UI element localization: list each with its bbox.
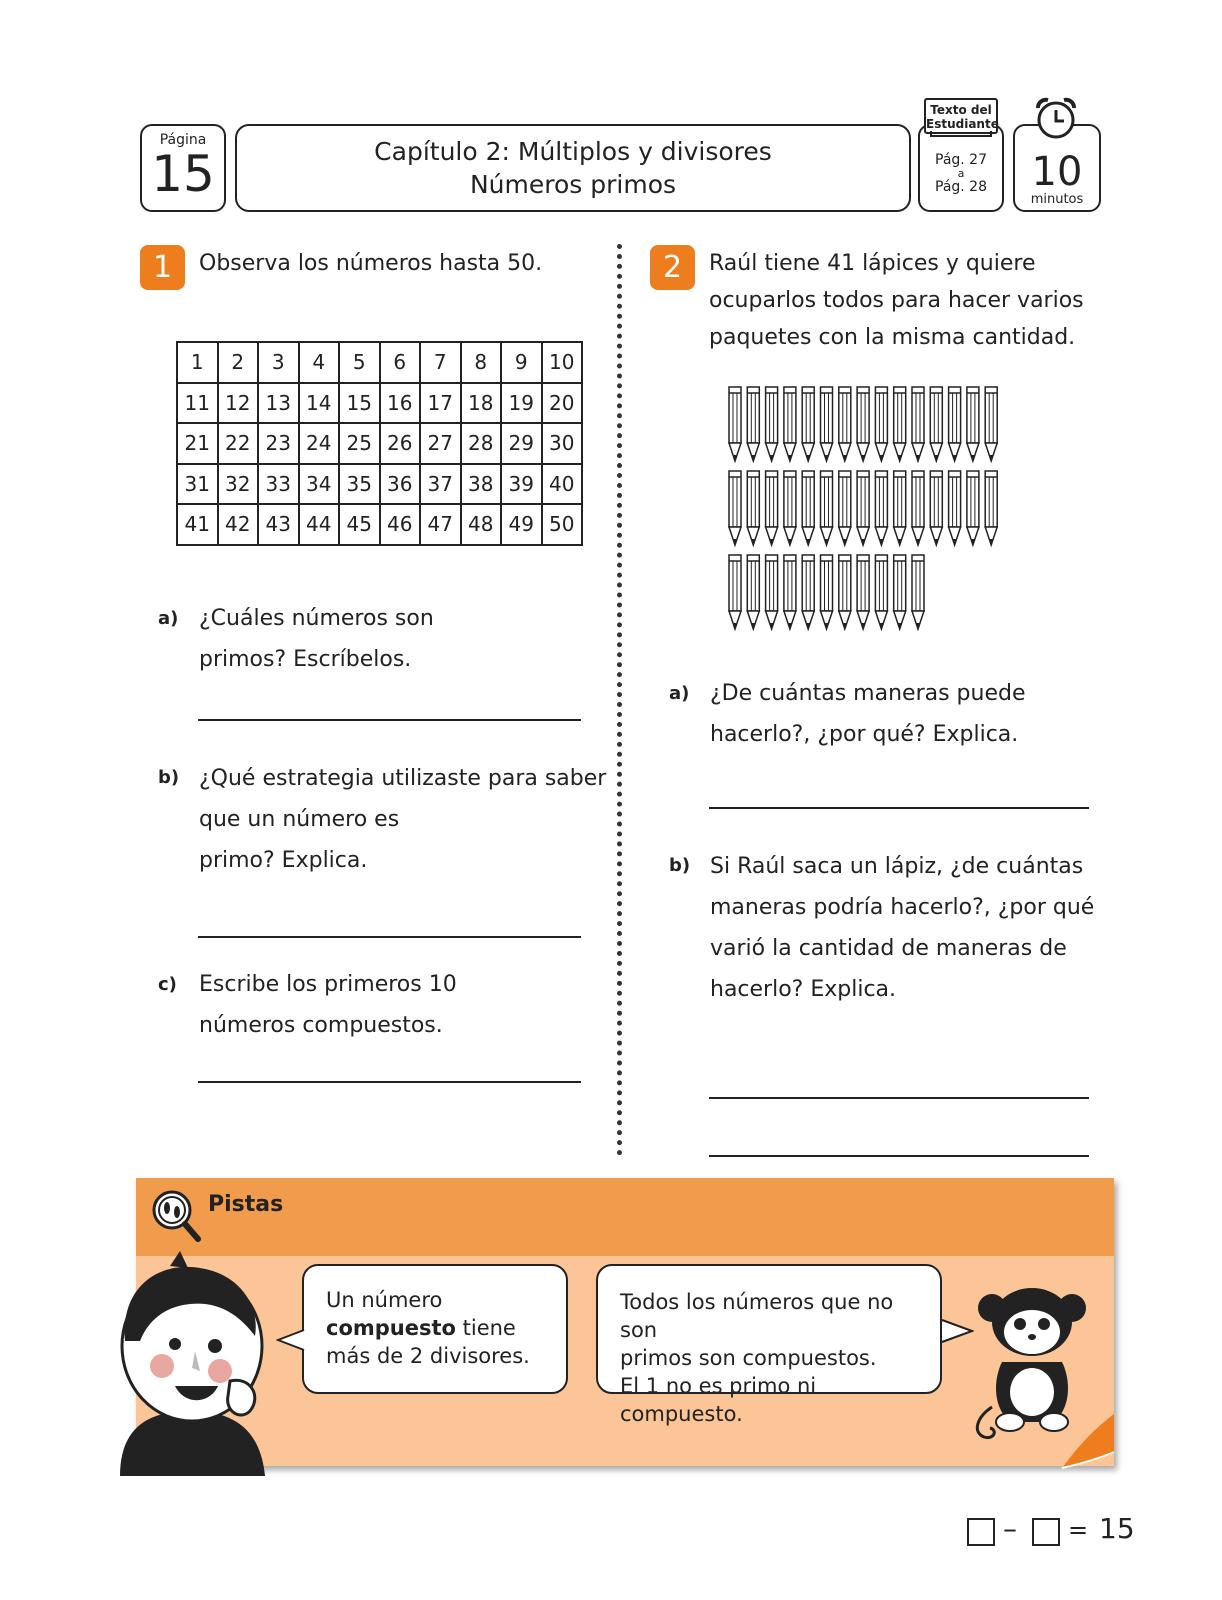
bubble1-line1: Un número <box>326 1288 443 1312</box>
table-cell: 29 <box>501 423 542 464</box>
table-cell: 18 <box>461 383 502 424</box>
page-fold-corner <box>1060 1412 1118 1472</box>
minus-sign: – <box>1003 1512 1017 1545</box>
table-cell: 17 <box>420 383 461 424</box>
page-label: Página <box>159 132 207 148</box>
hints-panel <box>136 1178 1114 1466</box>
table-row <box>177 383 582 424</box>
q2-a-label: a) <box>669 683 690 704</box>
pencil-icon <box>985 387 997 461</box>
alarm-clock-icon <box>1033 96 1079 140</box>
bubble2-tail <box>940 1318 974 1344</box>
q2-prompt-line1: Raúl tiene 41 lápices y quiere <box>709 251 1036 276</box>
pages-mid: a <box>957 167 965 180</box>
pencil-icon <box>875 555 887 629</box>
table-cell: 45 <box>339 504 380 545</box>
q1-b-label: b) <box>158 767 180 788</box>
table-cell: 27 <box>420 423 461 464</box>
table-cell: 48 <box>461 504 502 545</box>
pencils-illustration <box>728 386 1008 636</box>
pencil-icon <box>784 471 796 545</box>
pencil-icon <box>912 471 924 545</box>
table-cell: 40 <box>542 464 583 505</box>
pencil-icon <box>729 555 741 629</box>
q2-b-text <box>710 848 1094 1008</box>
q1-c-text <box>199 966 457 1044</box>
pencil-icon <box>802 555 814 629</box>
q1-a-line2: primos? Escríbelos. <box>199 647 412 672</box>
boy-illustration <box>100 1246 280 1476</box>
q2-b-answer-line-2[interactable] <box>709 1155 1089 1157</box>
table-cell: 32 <box>218 464 259 505</box>
table-cell: 10 <box>542 342 583 383</box>
q1-a-answer-line[interactable] <box>198 719 581 721</box>
q1-a-text <box>199 600 434 678</box>
bubble1-rest: tiene <box>455 1316 516 1340</box>
pencil-icon <box>894 387 906 461</box>
q2-b-answer-line-1[interactable] <box>709 1097 1089 1099</box>
pages-to: Pág. 28 <box>935 179 987 195</box>
table-cell: 44 <box>299 504 340 545</box>
q1-b-text <box>199 760 606 879</box>
pencil-icon <box>821 555 833 629</box>
q1-c-label: c) <box>158 974 177 995</box>
bubble2-line1: Todos los números que no son <box>620 1290 894 1342</box>
q1-c-line1: Escribe los primeros 10 <box>199 972 457 997</box>
pencil-icon <box>967 471 979 545</box>
table-cell: 35 <box>339 464 380 505</box>
table-cell: 12 <box>218 383 259 424</box>
table-cell: 16 <box>380 383 421 424</box>
q2-prompt-line2: ocuparlos todos para hacer varios <box>709 288 1084 313</box>
magnifier-footprint-icon <box>148 1186 204 1246</box>
question-2-prompt <box>709 245 1084 356</box>
q2-a-line2: hacerlo?, ¿por qué? Explica. <box>710 722 1019 747</box>
pencil-icon <box>949 387 961 461</box>
table-cell: 8 <box>461 342 502 383</box>
table-cell: 25 <box>339 423 380 464</box>
table-cell: 34 <box>299 464 340 505</box>
pencil-icon <box>930 471 942 545</box>
book-icon <box>924 98 998 134</box>
time-value: 10 <box>1031 149 1083 195</box>
bubble2-line2: primos son compuestos. <box>620 1346 877 1370</box>
column-divider <box>617 244 622 1156</box>
answer-box-1[interactable] <box>967 1518 995 1546</box>
q2-prompt-line3: paquetes con la misma cantidad. <box>709 325 1076 350</box>
pencil-icon <box>729 471 741 545</box>
q2-b-line1: Si Raúl saca un lápiz, ¿de cuántas <box>710 854 1084 879</box>
table-cell: 37 <box>420 464 461 505</box>
pencil-icon <box>875 471 887 545</box>
pencil-icon <box>821 471 833 545</box>
book-badge-line1: Texto del <box>930 103 992 117</box>
bubble2-line3: El 1 no es primo ni compuesto. <box>620 1374 817 1426</box>
pencil-icon <box>839 471 851 545</box>
table-row <box>177 464 582 505</box>
pencil-icon <box>821 387 833 461</box>
table-cell: 11 <box>177 383 218 424</box>
table-cell: 49 <box>501 504 542 545</box>
time-unit: minutos <box>1030 192 1084 207</box>
q1-b-line2: que un número es <box>199 807 400 832</box>
table-cell: 22 <box>218 423 259 464</box>
table-cell: 33 <box>258 464 299 505</box>
page-number: 15 <box>151 145 215 203</box>
answer-box-2[interactable] <box>1032 1518 1060 1546</box>
section-title: Números primos <box>469 170 677 199</box>
q2-b-line2: maneras podría hacerlo?, ¿por qué <box>710 895 1095 920</box>
table-cell: 30 <box>542 423 583 464</box>
question-2-number: 2 <box>650 245 695 290</box>
q1-a-line1: ¿Cuáles números son <box>199 606 434 631</box>
table-cell: 26 <box>380 423 421 464</box>
table-cell: 4 <box>299 342 340 383</box>
hint-bubble-composite-rule <box>596 1264 942 1426</box>
equals-sign: = <box>1068 1516 1089 1544</box>
pages-from: Pág. 27 <box>935 152 987 168</box>
q2-b-line3: varió la cantidad de maneras de <box>710 936 1067 961</box>
book-badge-line2: Estudiante <box>926 117 999 131</box>
q2-b-label: b) <box>669 855 691 876</box>
hints-title: Pistas <box>208 1192 284 1217</box>
pencil-icon <box>912 555 924 629</box>
pencil-icon <box>839 387 851 461</box>
bubble1-line2 <box>326 1314 544 1342</box>
pencil-icon <box>857 555 869 629</box>
question-1-prompt: Observa los números hasta 50. <box>199 251 543 276</box>
pencil-icon <box>802 471 814 545</box>
pencil-icon <box>857 471 869 545</box>
q2-a-line1: ¿De cuántas maneras puede <box>710 681 1026 706</box>
pencil-icon <box>747 555 759 629</box>
table-cell: 31 <box>177 464 218 505</box>
chapter-title-box <box>235 124 911 212</box>
hints-header <box>136 1178 1114 1256</box>
table-cell: 47 <box>420 504 461 545</box>
footer-result: 15 <box>1099 1512 1135 1545</box>
pencil-icon <box>802 387 814 461</box>
q1-b-line3: primo? Explica. <box>199 848 368 873</box>
pencil-icon <box>747 471 759 545</box>
textbook-pages-box <box>918 124 1004 212</box>
page-number-box <box>140 124 226 212</box>
pencil-icon <box>894 555 906 629</box>
q1-c-answer-line[interactable] <box>198 1081 581 1083</box>
q1-a-label: a) <box>158 608 179 629</box>
table-cell: 42 <box>218 504 259 545</box>
pencil-icon <box>839 555 851 629</box>
pencil-icon <box>894 471 906 545</box>
table-cell: 38 <box>461 464 502 505</box>
numbers-table <box>176 341 583 546</box>
table-cell: 15 <box>339 383 380 424</box>
q2-b-line4: hacerlo? Explica. <box>710 977 897 1002</box>
pencil-icon <box>857 387 869 461</box>
table-cell: 23 <box>258 423 299 464</box>
table-cell: 20 <box>542 383 583 424</box>
pencil-icon <box>747 387 759 461</box>
table-cell: 46 <box>380 504 421 545</box>
table-cell: 1 <box>177 342 218 383</box>
q1-b-answer-line[interactable] <box>198 936 581 938</box>
pencil-icon <box>985 471 997 545</box>
pencil-icon <box>729 387 741 461</box>
hint-bubble-composite-definition <box>302 1264 568 1394</box>
pencil-icon <box>766 387 778 461</box>
table-cell: 7 <box>420 342 461 383</box>
pencil-icon <box>967 387 979 461</box>
bubble1-line3: más de 2 divisores. <box>326 1344 530 1368</box>
pencil-icon <box>766 471 778 545</box>
question-1-number: 1 <box>140 245 185 290</box>
pencil-icon <box>784 555 796 629</box>
table-cell: 50 <box>542 504 583 545</box>
table-cell: 28 <box>461 423 502 464</box>
table-cell: 24 <box>299 423 340 464</box>
pencil-icon <box>784 387 796 461</box>
table-cell: 2 <box>218 342 259 383</box>
table-cell: 19 <box>501 383 542 424</box>
table-row <box>177 504 582 545</box>
chapter-title: Capítulo 2: Múltiplos y divisores <box>374 137 772 166</box>
table-cell: 43 <box>258 504 299 545</box>
q1-b-line1: ¿Qué estrategia utilizaste para saber <box>199 766 607 791</box>
table-cell: 6 <box>380 342 421 383</box>
pencil-icon <box>949 471 961 545</box>
table-cell: 41 <box>177 504 218 545</box>
table-cell: 13 <box>258 383 299 424</box>
table-cell: 21 <box>177 423 218 464</box>
q1-c-line2: números compuestos. <box>199 1013 443 1038</box>
bubble1-bold-term: compuesto <box>326 1316 456 1340</box>
q2-a-text <box>710 675 1026 753</box>
table-row <box>177 342 582 383</box>
q2-a-answer-line[interactable] <box>709 807 1089 809</box>
pencil-icon <box>766 555 778 629</box>
table-cell: 3 <box>258 342 299 383</box>
pencil-icon <box>912 387 924 461</box>
table-cell: 36 <box>380 464 421 505</box>
pencil-icon <box>930 387 942 461</box>
table-cell: 14 <box>299 383 340 424</box>
pencil-icon <box>875 387 887 461</box>
table-cell: 39 <box>501 464 542 505</box>
bubble1-tail <box>276 1328 306 1352</box>
table-cell: 9 <box>501 342 542 383</box>
table-row <box>177 423 582 464</box>
table-cell: 5 <box>339 342 380 383</box>
